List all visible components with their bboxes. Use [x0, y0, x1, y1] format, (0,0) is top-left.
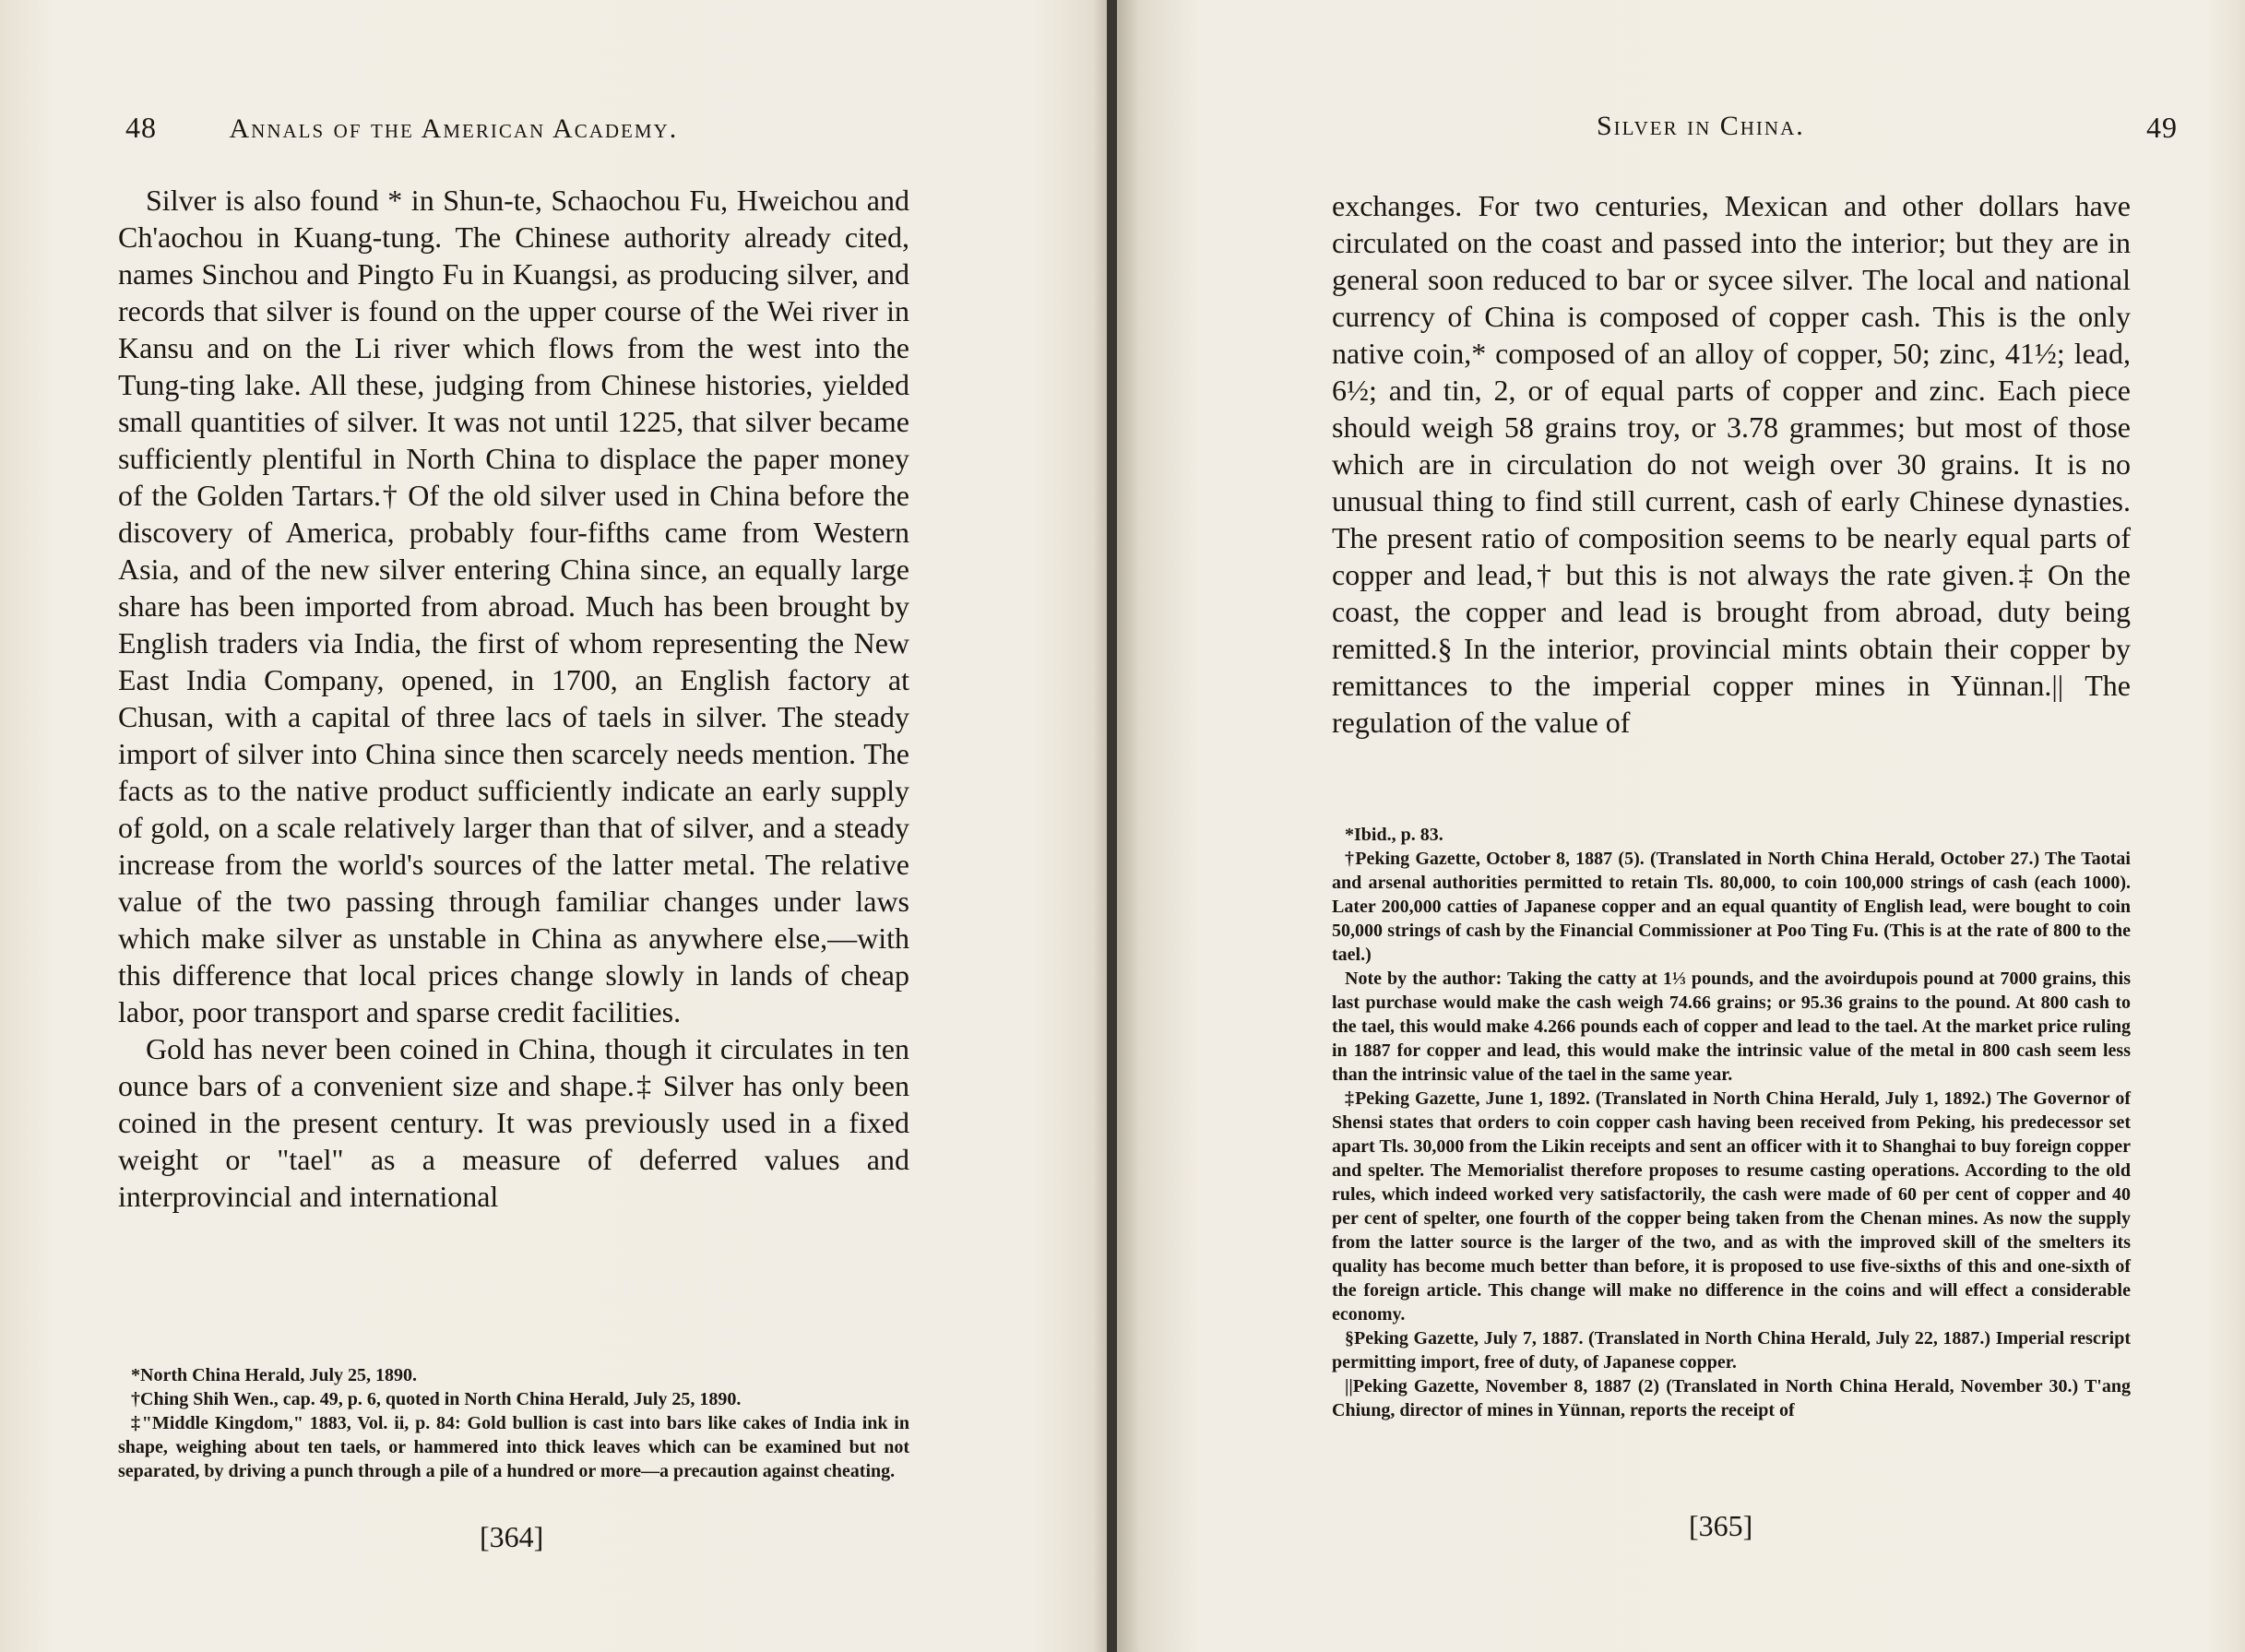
left-folio: [364]: [480, 1520, 544, 1553]
right-footnote-4: ‡Peking Gazette, June 1, 1892. (Translated in North China Herald, July 1, 1892.) The Governor of Shensi states that orders to coin copper cash having been received from Peking, his predecessor set apart Tls. 30,000 from the Likin receipts and sent an officer with it to Shanghai to buy foreign copper and spelter. The Memorialist therefore proposes to resume casting operations. According to the old rules, which indeed worked very satisfactorily, the cash were made of 60 per cent of copper and 40 per cent of spelter, one fourth of the copper being taken from the Chenan mines. As now the supply from the latter source is the larger of the two, and as with the improved skill of the smelters its quality has become much better than before, it is proposed to use five-sixths of this and one-sixth of the foreign article. This change will make no difference in the coins and will effect a considerable economy.: [1332, 1088, 2131, 1325]
left-footnote-1: *North China Herald, July 25, 1890.: [131, 1365, 418, 1385]
right-running-head: [1597, 111, 2178, 142]
left-footnotes: [118, 1363, 909, 1483]
right-paragraph-1: exchanges. For two centuries, Mexican and other dollars have circulated on the coast and passed into the interior; but they are in general soon reduced to bar or sycee silver. The local and national currency of China is composed of copper cash. This is the only native coin,* composed of an alloy of copper, 50; zinc, 41½; lead, 6½; and tin, 2, or of equal parts of copper and zinc. Each piece should weigh 58 grains troy, or 3.78 grammes; but most of those which are in circulation do not weigh over 30 grains. It is no unusual thing to find still current, cash of early Chinese dynasties. The present ratio of composition seems to be nearly equal parts of copper and lead,† but this is not always the rate given.‡ On the coast, the copper and lead is brought from abroad, duty being remitted.§ In the interior, provincial mints obtain their copper by remittances to the imperial copper mines in Yünnan.|| The regulation of the value of: [1332, 189, 2131, 739]
right-body-text: [1332, 187, 2131, 741]
left-paragraph-1: Silver is also found * in Shun-te, Schaochou Fu, Hweichou and Ch'aochou in Kuang-tung. The Chinese authority already cited, names Sinchou and Pingto Fu in Kuangsi, as producing silver, and records that silver is found on the upper course of the Wei river in Kansu and on the Li river which flows from the west into the Tung-ting lake. All these, judging from Chinese histories, yielded small quantities of silver. It was not until 1225, that silver became sufficiently plentiful in North China to displace the paper money of the Golden Tartars.† Of the old silver used in China before the discovery of America, probably four-fifths came from Western Asia, and of the new silver entering China since, an equally large share has been imported from abroad. Much has been brought by English traders via India, the first of whom representing the New East India Company, opened, in 1700, an English factory at Chusan, with a capital of three lacs of taels in silver. The steady import of silver into China since then scarcely needs mention. The facts as to the native product sufficiently indicate an early supply of gold, on a scale relatively larger than that of silver, and a steady increase from the world's sources of the latter metal. The relative value of the two passing through familiar changes under laws which make silver as unstable in China as anywhere else,—with this difference that local prices change slowly in lands of cheap labor, poor transport and sparse credit facilities.: [118, 184, 909, 1028]
left-footnote-2: †Ching Shih Wen., cap. 49, p. 6, quoted in North China Herald, July 25, 1890.: [131, 1389, 742, 1409]
left-page: [0, 0, 1111, 1652]
right-footnote-2: †Peking Gazette, October 8, 1887 (5). (Translated in North China Herald, October 27.) The Taotai and arsenal authorities permitted to retain Tls. 80,000, to coin 100,000 strings of cash (each 1000). Later 200,000 catties of Japanese copper and an equal quantity of English lead, were bought to coin 50,000 strings of cash by the Financial Commissioner at Poo Ting Fu. (This is at the rate of 800 to the tael.): [1332, 849, 2131, 965]
left-running-head: [125, 111, 678, 145]
right-page-number: 49: [2146, 111, 2178, 144]
right-footnotes: [1332, 823, 2131, 1422]
left-paragraph-2: Gold has never been coined in China, though it circulates in ten ounce bars of a convenient size and shape.‡ Silver has only been coined in the present century. It was previously used in a fixed weight or "tael" as a measure of deferred values and interprovincial and international: [118, 1032, 909, 1213]
left-footnote-3: ‡"Middle Kingdom," 1883, Vol. ii, p. 84: Gold bullion is cast into bars like cakes of India ink in shape, weighing about ten taels, or hammered into thick leaves which can be examined but not separated, by driving a punch through a pile of a hundred or more—a precaution against cheating.: [118, 1413, 909, 1481]
right-footnote-5: §Peking Gazette, July 7, 1887. (Translated in North China Herald, July 22, 1887.) Imperial rescript permitting import, free of duty, of Japanese copper.: [1332, 1328, 2131, 1373]
left-body-text: [118, 182, 909, 1215]
right-page: [1117, 0, 2245, 1652]
right-footnote-6: ||Peking Gazette, November 8, 1887 (2) (Translated in North China Herald, November 30.) T'ang Chiung, director of mines in Yünnan, reports the receipt of: [1332, 1376, 2131, 1420]
right-folio: [365]: [1689, 1509, 1753, 1542]
right-footnote-1: *Ibid., p. 83.: [1345, 825, 1443, 845]
left-head-title: Annals of the American Academy.: [229, 113, 679, 144]
right-head-title: Silver in China.: [1597, 111, 1805, 141]
right-footnote-3: Note by the author: Taking the catty at 1⅓ pounds, and the avoirdupois pound at 7000 grains, this last purchase would make the cash weigh 74.66 grains; or 95.36 grains to the pound. At 800 cash to the tael, this would make 4.266 pounds each of copper and lead to the tael. At the market price ruling in 1887 for copper and lead, this would make the intrinsic value of the metal in 800 cash seem less than the intrinsic value of the tael in the same year.: [1332, 969, 2131, 1085]
left-page-number: 48: [125, 111, 157, 144]
